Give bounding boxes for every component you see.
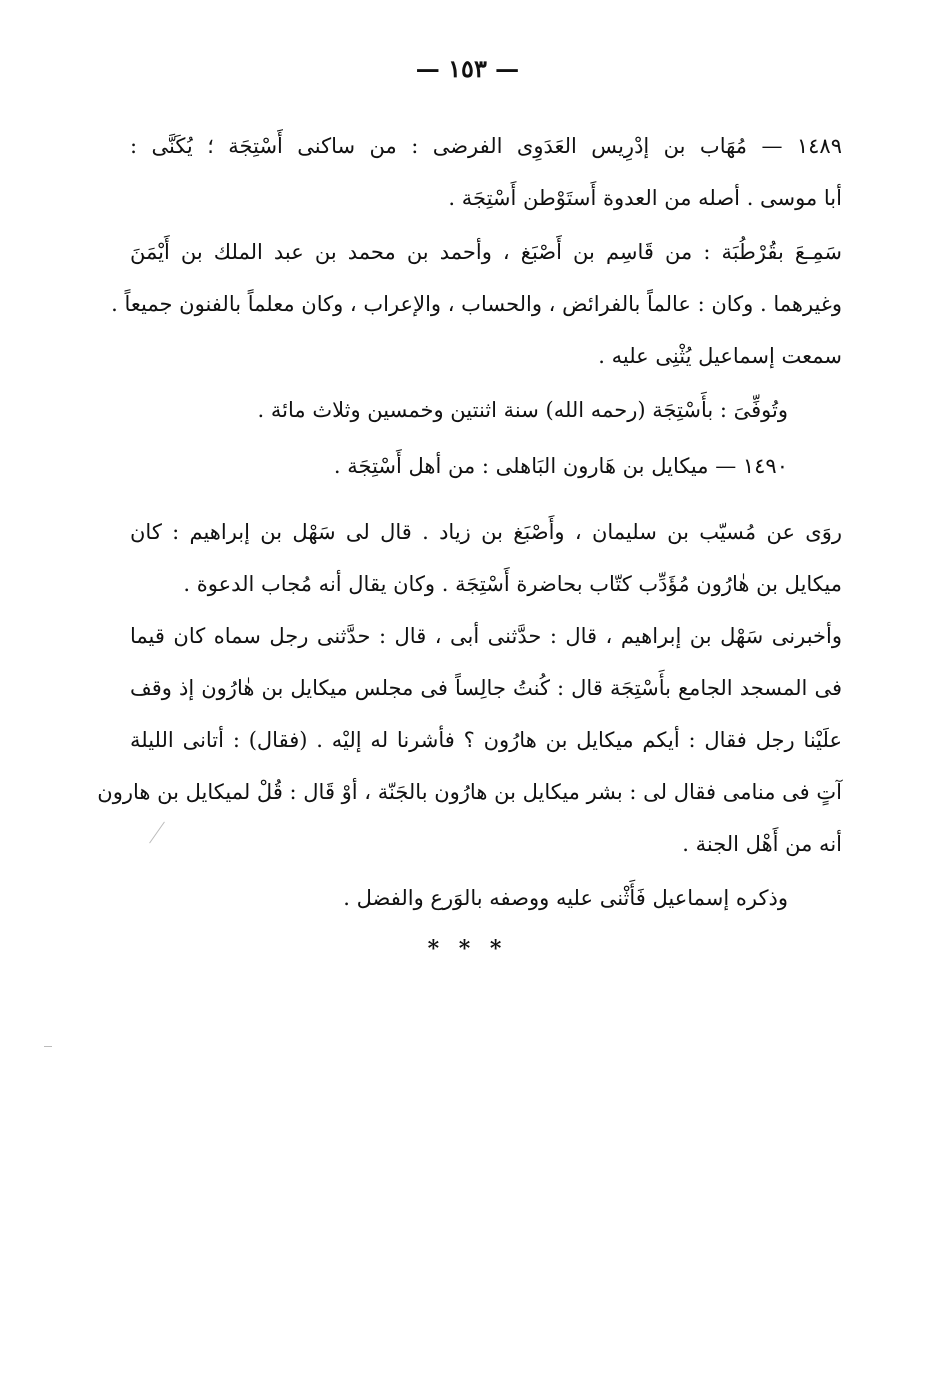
- scan-mark: [44, 1046, 52, 1047]
- entry-1489-death-line: وتُوفِّىَ : بأَسْتِجَة (رحمه الله) سنة اثنتين وخمسين وثلاث مائة .: [257, 398, 788, 422]
- entry-1490-story-line-1: وأخبرنى سَهْل بن إبراهيم ، قال : حدَّثنى أبى ، قال : حدَّثنى رجل سماه كان قيما: [130, 624, 842, 648]
- entry-1489-paragraph: [130, 120, 842, 224]
- entry-1490-riwaya-line-1: روَى عن مُسيّب بن سليمان ، وأَصْبَغ بن زياد . قال لى سَهْل بن إبراهيم : كان: [130, 520, 842, 544]
- entry-1490-story-line-4: آتٍ فى منامى فقال لى : بشر ميكايل بن هارُون بالجَنّة ، أوْ قَال : قُلْ لميكايل بن هارون: [97, 780, 842, 804]
- entry-1489-samaa-line-3: سمعت إسماعيل يُثْنِى عليه .: [598, 344, 842, 368]
- entry-1489-samaa-paragraph: [111, 226, 842, 382]
- entry-1489-samaa-line-1: سَمِـعَ بقُرْطُبَة : من قَاسِم بن أَصْبَغ ، وأحمد بن محمد بن عبد الملك بن أَيْمَنَ: [130, 240, 842, 264]
- entry-1489-line-1: ١٤٨٩ — مُهَاب بن إدْرِيس العَدَوِى الفرضى : من ساكنى أَسْتِجَة ؛ يُكَنَّى :: [130, 134, 842, 158]
- entry-1490-praise-paragraph: [130, 872, 842, 924]
- entry-1490-story-line-3: علَيْنا رجل فقال : أيكم ميكايل بن هارُون ؟ فأشرنا له إليْه . (فقال) : أتانى الليلة: [130, 728, 842, 752]
- section-separator: * * *: [427, 936, 508, 962]
- entry-1490-story-line-5: أنه من أَهْل الجنة .: [682, 832, 842, 856]
- entry-1490-story-paragraph: [97, 610, 842, 870]
- entry-1490-heading-paragraph: [130, 440, 842, 492]
- entry-1489-samaa-line-2: وغيرهما . وكان : عالماً بالفرائض ، والحساب ، والإعراب ، وكان معلماً بالفنون جميعاً .: [111, 292, 842, 316]
- entry-1490-praise-line: وذكره إسماعيل فَأَثْنى عليه ووصفه بالوَرع والفضل .: [343, 886, 788, 910]
- entry-1489-death-paragraph: [130, 384, 842, 436]
- page-number: — ١٥٣ —: [415, 54, 520, 83]
- entry-1490-heading-line: ١٤٩٠ — ميكايل بن هَارون البَاهلى : من أهل أَسْتِجَة .: [333, 454, 788, 478]
- entry-1489-line-2: أبا موسى . أصله من العدوة أَستَوْطن أَسْتِجَة .: [448, 186, 842, 210]
- entry-1490-story-line-2: فى المسجد الجامع بأَسْتِجَة قال : كُنتُ جالِساً فى مجلس ميكايل بن هٰارُون إذ وقف: [130, 676, 842, 700]
- entry-1490-riwaya-line-2: ميكايل بن هٰارُون مُؤَدِّب كتّاب بحاضرة أَسْتِجَة . وكان يقال أنه مُجاب الدعوة .: [183, 572, 842, 596]
- entry-1490-riwaya-paragraph: [130, 506, 842, 610]
